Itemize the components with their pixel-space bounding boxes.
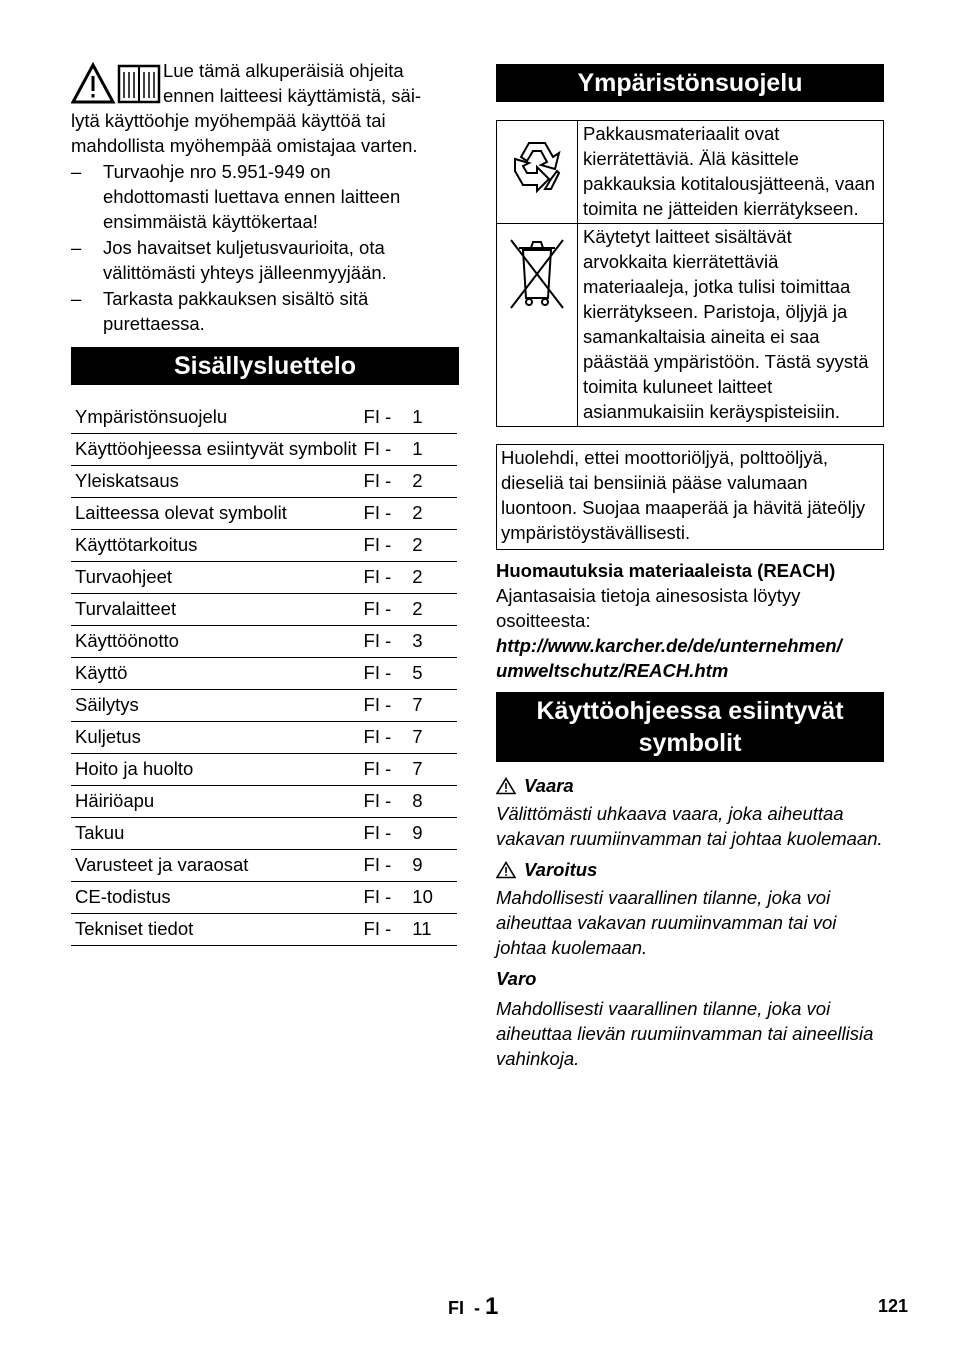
env-symbol-table: [496, 120, 884, 427]
footer-lang: FI: [448, 1298, 464, 1318]
reach-text: Ajantasaisia tietoja ainesosista löytyy osoitteesta:: [496, 585, 801, 631]
intro-icons: [71, 62, 163, 108]
toc-row[interactable]: [71, 402, 457, 434]
danger-title: [496, 773, 884, 798]
bullet-item: – Turvaohje nro 5.951-949 on ehdottomasti luettava ennen laitteen ensimmäistä käyttökertaa!: [71, 159, 433, 234]
footer-section-ref: [448, 1293, 498, 1321]
toc-page: 5: [412, 658, 457, 690]
toc-row[interactable]: [71, 786, 457, 818]
toc-prefix: FI -: [364, 498, 413, 530]
toc-page: 7: [412, 754, 457, 786]
toc-prefix: FI -: [364, 562, 413, 594]
toc-title[interactable]: Säilytys: [71, 690, 364, 722]
symbols-heading: Käyttöohjeessa esiintyvät symbolit: [496, 692, 884, 762]
caution-title: Varo: [496, 968, 537, 989]
reach-url[interactable]: [496, 633, 884, 683]
toc-page: 1: [412, 434, 457, 466]
recycle-icon: [501, 133, 573, 205]
toc-row[interactable]: [71, 594, 457, 626]
toc-page: 9: [412, 818, 457, 850]
right-column: [496, 64, 884, 1071]
left-column: [71, 58, 459, 946]
toc-prefix: FI -: [364, 786, 413, 818]
toc-prefix: FI -: [364, 754, 413, 786]
toc-page: 2: [412, 530, 457, 562]
toc-title[interactable]: Käyttöönotto: [71, 626, 364, 658]
warning-title-text: Varoitus: [524, 859, 598, 880]
toc-page: 7: [412, 722, 457, 754]
reach-title: Huomautuksia materiaaleista (REACH): [496, 560, 836, 581]
toc-page: 2: [412, 466, 457, 498]
reach-url-line-2[interactable]: umweltschutz/REACH.htm: [496, 660, 729, 681]
toc-title[interactable]: Turvalaitteet: [71, 594, 364, 626]
toc-page: 2: [412, 594, 457, 626]
toc-row[interactable]: [71, 530, 457, 562]
toc-prefix: FI -: [364, 882, 413, 914]
danger-title-text: Vaara: [524, 775, 574, 796]
toc-prefix: FI -: [364, 626, 413, 658]
warning-manual-icon: [71, 62, 163, 108]
toc-table: [71, 402, 457, 946]
recycle-row: [497, 121, 884, 224]
toc-prefix: FI -: [364, 594, 413, 626]
toc-title[interactable]: Turvaohjeet: [71, 562, 364, 594]
toc-page: 1: [412, 402, 457, 434]
toc-page: 3: [412, 626, 457, 658]
intro-line-3: lytä käyttöohje myöhempää käyttöä tai: [71, 110, 386, 131]
intro-notice: [71, 58, 459, 158]
toc-title[interactable]: Kuljetus: [71, 722, 364, 754]
toc-page: 8: [412, 786, 457, 818]
toc-title[interactable]: Käyttötarkoitus: [71, 530, 364, 562]
toc-prefix: FI -: [364, 434, 413, 466]
warning-text: Mahdollisesti vaarallinen tilanne, joka voi aiheuttaa vakavan ruumiinvamman tai voi johtaa kuolemaan.: [496, 887, 837, 958]
toc-page: 11: [412, 914, 457, 946]
toc-page: 9: [412, 850, 457, 882]
env-heading: Ympäristönsuojelu: [496, 64, 884, 102]
toc-page: 2: [412, 562, 457, 594]
toc-row[interactable]: [71, 466, 457, 498]
caution-text: Mahdollisesti vaarallinen tilanne, joka voi aiheuttaa lievän ruumiinvamman tai aineellisia vahinkoja.: [496, 998, 874, 1069]
recycle-text: Pakkausmateriaalit ovat kierrätettäviä. Älä käsittele pakkauksia kotitalousjätteenä, vaan toimita ne jätteiden kierrätykseen.: [578, 121, 884, 224]
toc-page: 2: [412, 498, 457, 530]
toc-row[interactable]: [71, 498, 457, 530]
warning-triangle-icon: [496, 777, 516, 795]
reach-url-line-1[interactable]: http://www.karcher.de/de/unternehmen/: [496, 635, 842, 656]
toc-title[interactable]: Takuu: [71, 818, 364, 850]
toc-row[interactable]: [71, 882, 457, 914]
intro-line-2: ennen laitteesi käyttämistä, säi-: [163, 85, 422, 106]
bin-text: Käytetyt laitteet sisältävät arvokkaita kierrätettäviä materiaaleja, jotka tulisi toimittaa kierrätykseen. Paristoja, öljyjä ja samankaltaisia aineita ei saa päästää ympäristöön. Tästä syystä toimita kuluneet laitteet asianmukaisiin keräyspisteisiin.: [578, 224, 884, 427]
recycle-icon-cell: [497, 121, 578, 224]
warning-triangle-icon: [496, 861, 516, 879]
danger-text: Välittömästi uhkaava vaara, joka aiheuttaa vakavan ruumiinvamman tai johtaa kuolemaan.: [496, 803, 883, 849]
toc-row[interactable]: [71, 818, 457, 850]
toc-title[interactable]: Yleiskatsaus: [71, 466, 364, 498]
page-number: 121: [878, 1296, 909, 1316]
toc-row[interactable]: [71, 562, 457, 594]
footer-dash: -: [474, 1298, 481, 1318]
toc-prefix: FI -: [364, 690, 413, 722]
toc-prefix: FI -: [364, 914, 413, 946]
toc-prefix: FI -: [364, 466, 413, 498]
toc-prefix: FI -: [364, 658, 413, 690]
toc-title[interactable]: CE-todistus: [71, 882, 364, 914]
toc-title[interactable]: Hoito ja huolto: [71, 754, 364, 786]
toc-row[interactable]: [71, 658, 457, 690]
toc-title[interactable]: Varusteet ja varaosat: [71, 850, 364, 882]
intro-line-4: mahdollista myöhempää omistajaa varten.: [71, 135, 418, 156]
toc-title[interactable]: Tekniset tiedot: [71, 914, 364, 946]
toc-row[interactable]: [71, 626, 457, 658]
intro-bullets: [71, 159, 459, 336]
toc-title[interactable]: Häiriöapu: [71, 786, 364, 818]
toc-title[interactable]: Laitteessa olevat symbolit: [71, 498, 364, 530]
toc-page: 7: [412, 690, 457, 722]
warning-title: [496, 857, 884, 882]
oil-notice-box: Huolehdi, ettei moottoriöljyä, polttoöljyä, dieseliä tai bensiiniä pääse valumaan luontoon. Suojaa maaperää ja hävitä jäteöljy ympäristöystävällisesti.: [496, 444, 884, 550]
bullet-item: – Jos havaitset kuljetusvaurioita, ota välittömästi yhteys jälleenmyyjään.: [71, 235, 433, 285]
toc-row[interactable]: [71, 434, 457, 466]
toc-page: 10: [412, 882, 457, 914]
bin-icon-cell: [497, 224, 578, 427]
toc-heading: Sisällysluettelo: [71, 347, 459, 385]
toc-prefix: FI -: [364, 722, 413, 754]
crossed-bin-icon: [507, 236, 567, 312]
toc-row[interactable]: [71, 850, 457, 882]
toc-prefix: FI -: [364, 850, 413, 882]
toc-title[interactable]: Ympäristönsuojelu: [71, 402, 364, 434]
toc-prefix: FI -: [364, 818, 413, 850]
intro-line-1: Lue tämä alkuperäisiä ohjeita: [163, 60, 404, 81]
toc-row[interactable]: [71, 754, 457, 786]
bin-row: [497, 224, 884, 427]
toc-row[interactable]: [71, 914, 457, 946]
bullet-item: – Tarkasta pakkauksen sisältö sitä purettaessa.: [71, 286, 433, 336]
toc-title[interactable]: Käyttö: [71, 658, 364, 690]
toc-row[interactable]: [71, 690, 457, 722]
toc-title[interactable]: Käyttöohjeessa esiintyvät symbolit: [71, 434, 364, 466]
toc-prefix: FI -: [364, 530, 413, 562]
toc-row[interactable]: [71, 722, 457, 754]
toc-prefix: FI -: [364, 402, 413, 434]
footer-section-page: 1: [485, 1293, 499, 1320]
